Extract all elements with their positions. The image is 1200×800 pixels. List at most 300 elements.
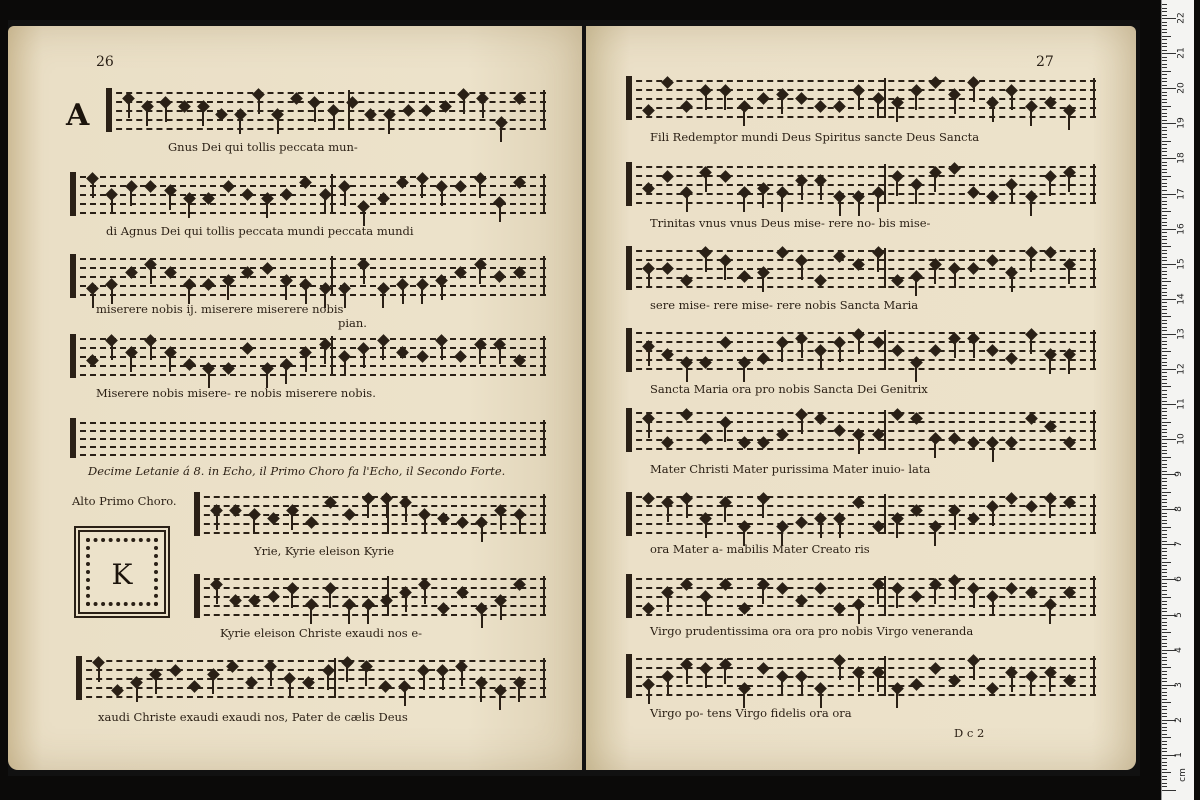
bar-line [331,336,333,376]
note-stem [310,606,312,624]
ruler-tick [1162,681,1167,682]
ruler-tick [1162,278,1167,279]
note-stem [212,676,214,694]
ruler-tick [1162,608,1167,609]
note-stem [481,524,483,542]
ruler-tick [1162,264,1176,265]
note-stem [839,520,841,538]
note-stem [1011,92,1013,110]
note-stem [482,100,484,118]
ruler-tick [1162,162,1167,163]
note-stem [253,516,255,534]
note-stem [136,684,138,702]
signature-mark: D c 2 [954,726,985,740]
note-stem [518,684,520,702]
note-stem [743,194,745,212]
note-head [169,664,182,677]
note-stem [705,670,707,688]
ruler-tick [1162,597,1171,598]
ruler-tick [1162,762,1167,763]
note-head [929,344,942,357]
note-stem [202,108,204,126]
note-stem [285,282,287,300]
bar-line [543,658,545,698]
clef-mark [626,492,632,536]
music-staff [106,88,546,132]
music-staff [626,492,1096,536]
note-stem [762,190,764,208]
note-stem [111,342,113,360]
staff-line [626,439,1096,441]
ruler-tick [1162,422,1171,423]
ruler-tick [1162,457,1171,458]
bar-line [1093,248,1095,288]
ruler-tick [1162,232,1167,233]
ruler-tick [1162,81,1167,82]
ruler-tick [1162,144,1167,145]
note-stem [934,528,936,546]
note-stem [762,274,764,292]
ruler-tick [1162,358,1167,359]
ruler-tick [1162,436,1167,437]
ruler-tick [1162,246,1171,247]
note-stem [973,84,975,102]
clef-mark [626,574,632,618]
note-stem [896,104,898,122]
ruler-tick [1162,411,1167,412]
note-head [343,508,356,521]
ruler-tick [1162,11,1167,12]
ruler-tick [1162,555,1167,556]
staff-line [194,578,546,580]
ruler-tick [1162,502,1167,503]
note-head [719,170,732,183]
note-stem [266,200,268,218]
note-stem [686,194,688,212]
ruler-tick [1162,208,1167,209]
note-head [948,432,961,445]
note-stem [1068,174,1070,192]
bar-line [331,256,333,296]
note-stem [801,262,803,280]
bar-line [543,174,545,214]
bar-line [884,164,886,204]
ruler-tick [1162,418,1167,419]
staff-line [76,696,546,698]
clef-mark [106,88,112,132]
ruler-tick [1162,537,1167,538]
music-staff [626,328,1096,372]
note-stem [762,586,764,604]
ruler-tick [1162,643,1167,644]
ruler-tick [1162,657,1167,658]
note-stem [801,416,803,434]
note-stem [1030,108,1032,126]
ruler-tick [1162,516,1167,517]
note-head [680,100,693,113]
ruler-label: 21 [1176,47,1187,59]
note-stem [724,424,726,442]
music-staff [626,246,1096,290]
note-stem [705,520,707,538]
note-stem [499,346,501,364]
ruler-tick [1162,120,1167,121]
note-stem [724,666,726,684]
note-head [420,104,433,117]
ruler-tick [1162,548,1167,549]
ruler-tick [1162,190,1167,191]
ruler-tick [1162,558,1167,559]
ruler-tick [1162,709,1167,710]
ruler-tick [1162,667,1171,668]
staff-line [626,658,1096,660]
lyric-line: Trinitas vnus vnus Deus mise- rere no- bis mise- [650,216,931,230]
note-head [738,270,751,283]
ruler-tick [1162,446,1167,447]
music-staff [626,574,1096,618]
lyric-line: Yrie, Kyrie eleison Kyrie [254,544,395,558]
ruler-tick [1162,727,1167,728]
note-stem [686,666,688,684]
note-head [183,358,196,371]
staff-line [626,175,1096,177]
ruler-tick [1162,425,1167,426]
ruler-tick [1162,225,1167,226]
ruler-tick [1162,341,1167,342]
note-stem [858,198,860,216]
ruler-tick [1162,601,1167,602]
note-head [455,180,468,193]
staff-line [626,368,1096,370]
ruler-tick [1162,22,1167,23]
ruler-tick [1162,36,1171,37]
ruler-tick [1162,351,1171,352]
ruler-label: 6 [1173,576,1184,583]
ruler-tick [1162,495,1167,496]
note-head [416,350,429,363]
note-stem [329,590,331,608]
note-stem [333,112,335,130]
staff-line [70,422,546,424]
ruler-tick [1162,390,1167,391]
clef-mark [626,328,632,372]
ruler-tick [1162,372,1167,373]
note-stem [405,504,407,522]
ruler-tick [1162,39,1167,40]
ruler-tick [1162,204,1167,205]
note-stem [367,500,369,518]
ruler-tick [1162,260,1167,261]
staff-line [70,258,546,260]
note-head [144,180,157,193]
note-stem [277,116,279,134]
ruler-tick [1162,653,1167,654]
ruler-tick [1162,639,1167,640]
ruler-label: 2 [1173,716,1184,723]
ruler-tick [1162,530,1167,531]
ruler-tick [1162,583,1167,584]
note-stem [667,594,669,612]
ruler-tick [1162,250,1167,251]
ruler-tick [1162,116,1167,117]
ruler-tick [1162,636,1167,637]
clef-mark [70,334,76,378]
ruler-tick [1162,236,1167,237]
ruler-tick [1162,751,1167,752]
ruler-tick [1162,769,1167,770]
staff-line [626,685,1096,687]
note-stem [1049,178,1051,196]
note-stem [934,266,936,284]
bar-line [884,78,886,118]
ruler-tick [1162,155,1167,156]
note-stem [973,662,975,680]
note-stem [1068,266,1070,284]
ruler-tick [1162,134,1167,135]
staff-line [70,430,546,432]
ruler-tick [1162,165,1167,166]
note-stem [1011,186,1013,204]
note-stem [973,340,975,358]
note-stem [973,590,975,608]
note-stem [461,668,463,686]
staff-line [626,587,1096,589]
note-stem [896,178,898,196]
note-head [241,188,254,201]
staff-line [626,421,1096,423]
note-head [188,680,201,693]
note-stem [291,512,293,530]
music-staff [626,162,1096,206]
note-stem [382,290,384,308]
note-head [661,76,674,89]
note-head [967,262,980,275]
ruler-tick [1162,288,1167,289]
note-stem [216,586,218,604]
bar-line [543,336,545,376]
ruler-tick [1162,783,1167,784]
staff-line [76,660,546,662]
note-head [700,432,713,445]
note-head [202,278,215,291]
note-stem [423,672,425,690]
bar-line [884,330,886,370]
ruler-tick [1162,734,1167,735]
ruler-tick [1162,309,1167,310]
staff-line [626,98,1096,100]
ruler-tick [1162,460,1167,461]
ruler-label: 12 [1176,363,1187,375]
note-stem [954,96,956,114]
lyric-line: di Agnus Dei qui tollis peccata mundi peccata mundi [106,224,414,238]
ruler-tick [1162,25,1167,26]
note-stem [820,520,822,538]
clef-mark [194,574,200,618]
note-stem [648,270,650,288]
note-stem [877,100,879,118]
lyric-line: Miserere nobis misere- re nobis miserere nobis. [96,386,376,400]
ruler-tick [1162,176,1171,177]
note-stem [667,504,669,522]
note-stem [363,350,365,368]
ruler-tick [1162,695,1167,696]
note-head [642,492,655,505]
note-stem [1030,336,1032,354]
note-stem [500,124,502,142]
ruler-tick [1162,158,1176,159]
staff-line [106,128,546,130]
ruler-tick [1162,706,1167,707]
lyric-line: pian. [338,316,367,330]
bar-line [884,656,886,696]
note-stem [169,192,171,210]
lyric-line: Virgo po- tens Virgo fidelis ora ora [650,706,852,720]
note-head [891,408,904,421]
ruler-tick [1162,4,1167,5]
clef-mark [626,408,632,452]
ruler-tick [1162,57,1167,58]
note-stem [934,586,936,604]
note-stem [314,104,316,122]
note-head [948,162,961,175]
ruler-tick [1162,453,1167,454]
staff-line [626,286,1096,288]
note-stem [781,678,783,696]
staff-line [76,687,546,689]
staff-line [626,359,1096,361]
note-stem [915,278,917,296]
staff-line [70,194,546,196]
staff-line [70,446,546,448]
note-stem [686,364,688,382]
ruler-tick [1162,109,1167,110]
ruler-tick [1162,576,1167,577]
ruler-tick [1162,95,1167,96]
note-head [493,270,506,283]
note-head [267,590,280,603]
note-stem [479,266,481,284]
ruler-tick [1162,664,1167,665]
note-head [910,590,923,603]
note-stem [346,664,348,682]
note-stem [839,198,841,216]
ruler-tick [1162,772,1171,773]
clef-mark [626,162,632,206]
ruler-tick [1162,313,1167,314]
clef-mark [626,76,632,120]
note-head [795,92,808,105]
note-stem [500,602,502,620]
staff-line [70,212,546,214]
ruler-tick [1162,32,1167,33]
note-stem [724,504,726,522]
staff-line [626,184,1096,186]
ruler-label: 20 [1176,82,1187,94]
staff-line [626,578,1096,580]
ruler-tick [1162,397,1167,398]
note-stem [762,500,764,518]
ruler-tick [1162,316,1171,317]
ruler-tick [1162,43,1167,44]
ruler-tick [1162,106,1171,107]
note-head [261,262,274,275]
note-stem [479,180,481,198]
ruler-tick [1162,148,1167,149]
note-stem [324,346,326,364]
ruler-tick [1162,229,1176,230]
note-stem [327,672,329,690]
clef-mark [194,492,200,536]
staff-line [626,116,1096,118]
note-stem [344,188,346,206]
ruler-tick [1162,629,1167,630]
staff-line [70,438,546,440]
staff-line [70,294,546,296]
note-stem [421,180,423,198]
ruler-tick [1162,716,1167,717]
ruler-tick [1162,327,1167,328]
note-stem [724,262,726,280]
note-stem [1030,198,1032,216]
note-stem [1068,112,1070,130]
bar-line [884,248,886,288]
ruler-label: 22 [1176,12,1187,24]
note-stem [781,344,783,362]
note-stem [801,182,803,200]
staff-line [70,374,546,376]
note-stem [877,254,879,272]
open-book [8,20,1140,776]
note-stem [169,354,171,372]
note-stem [781,194,783,212]
ruler-label: 5 [1173,611,1184,618]
staff-line [194,587,546,589]
ruler-tick [1162,274,1167,275]
staff-line [626,412,1096,414]
note-stem [896,520,898,538]
note-stem [1011,274,1013,292]
note-head [776,582,789,595]
ruler-tick [1162,337,1167,338]
ruler-tick [1162,432,1167,433]
note-stem [98,664,100,682]
note-head [1006,582,1019,595]
note-stem [388,116,390,134]
measurement-ruler [1161,0,1194,800]
note-head [1025,500,1038,513]
note-stem [128,100,130,118]
ruler-tick [1162,671,1167,672]
note-stem [954,340,956,358]
note-stem [402,286,404,304]
note-stem [165,104,167,122]
note-stem [365,668,367,686]
note-head [305,516,318,529]
note-stem [743,364,745,382]
ruler-tick [1162,632,1171,633]
ruler-tick [1162,386,1171,387]
ruler-tick [1162,394,1167,395]
ruler-tick [1162,306,1167,307]
note-head [402,104,415,117]
note-head [757,352,770,365]
staff-line [70,203,546,205]
note-stem [289,680,291,698]
note-stem [155,676,157,694]
note-stem [258,96,260,114]
ruler-tick [1162,565,1167,566]
ruler-tick [1162,369,1176,370]
